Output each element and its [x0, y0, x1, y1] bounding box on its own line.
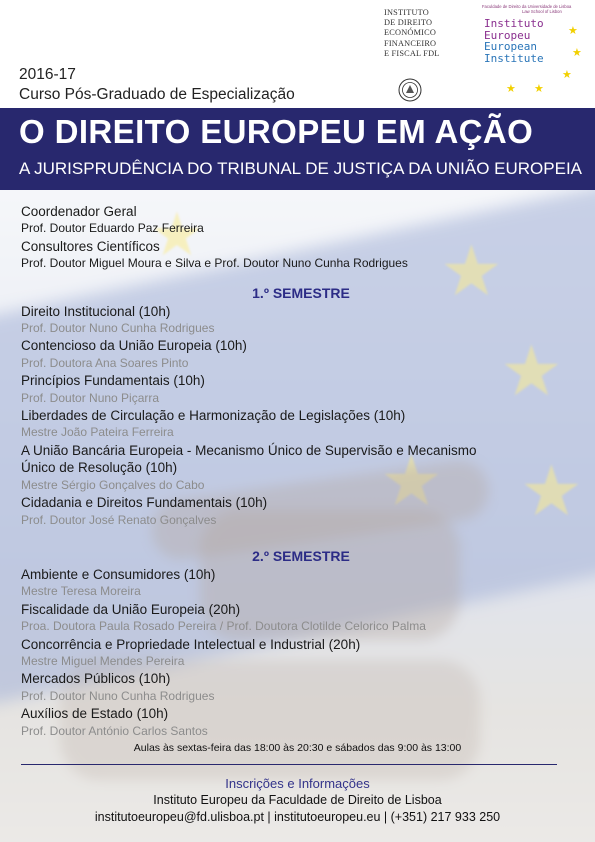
course-teacher: Prof. Doutor Nuno Piçarra	[21, 390, 160, 405]
course-name: A União Bancária Europeia - Mecanismo Único de Supervisão e Mecanismo	[21, 442, 477, 458]
consultants-names: Prof. Doutor Miguel Moura e Silva e Prof. Doutor Nuno Cunha Rodrigues	[21, 256, 408, 271]
program-content	[21, 203, 581, 740]
idef-logo-line: ECONÓMICO	[384, 28, 437, 38]
idef-logo	[384, 8, 464, 59]
course-name: Auxílios de Estado (10h)	[21, 706, 169, 722]
course-teacher: Mestre Sérgio Gonçalves do Cabo	[21, 477, 205, 492]
course-name: Contencioso da União Europeia (10h)	[21, 338, 247, 354]
idef-logo-line: FINANCEIRO	[384, 38, 437, 48]
idef-logo-line: E FISCAL FDL	[384, 48, 440, 58]
idef-logo-line: INSTITUTO	[384, 8, 429, 17]
star-icon: ★	[572, 47, 582, 59]
contact-info: institutoeuropeu@fd.ulisboa.pt | institutoeuropeu.eu | (+351) 217 933 250	[94, 810, 501, 824]
iee-logo-line: Europeu	[484, 28, 531, 42]
page-subtitle: A JURISPRUDÊNCIA DO TRIBUNAL DE JUSTIÇA DA UNIÃO EUROPEIA	[19, 159, 583, 178]
course-teacher: Mestre Teresa Moreira	[21, 584, 141, 599]
course-type: Curso Pós-Graduado de Especialização	[19, 86, 295, 103]
registration-heading: Inscrições e Informações	[225, 776, 370, 791]
seal-icon	[398, 78, 422, 102]
course-teacher: Mestre João Pateira Ferreira	[21, 425, 174, 440]
course-name: Princípios Fundamentais (10h)	[21, 373, 205, 389]
iee-logo-faculty: Faculdade de Direito da Universidade de Lisboa	[482, 4, 572, 9]
consultants-label: Consultores Científicos	[21, 238, 160, 254]
course-teacher: Prof. Doutor Nuno Cunha Rodrigues	[21, 321, 215, 336]
coordinator-name: Prof. Doutor Eduardo Paz Ferreira	[21, 221, 204, 236]
course-teacher: Proa. Doutora Paula Rosado Pereira / Prof. Doutora Clotilde Celorico Palma	[21, 619, 426, 634]
course-teacher: Prof. Doutor Nuno Cunha Rodrigues	[21, 688, 215, 703]
course-teacher: Prof. Doutor António Carlos Santos	[21, 723, 208, 738]
semester-1-heading: 1.º SEMESTRE	[252, 284, 350, 301]
course-name: Direito Institucional (10h)	[21, 303, 171, 319]
course-name: Cidadania e Direitos Fundamentais (10h)	[21, 495, 268, 511]
course-name: Fiscalidade da União Europeia (20h)	[21, 601, 241, 617]
course-name-continued: Único de Resolução (10h)	[21, 460, 178, 476]
course-teacher: Prof. Doutora Ana Soares Pinto	[21, 355, 189, 370]
idef-logo-line: DE DIREITO	[384, 18, 433, 28]
course-name: Concorrência e Propriedade Intelectual e Industrial (20h)	[21, 636, 361, 652]
iee-logo-line: Instituto	[484, 17, 544, 30]
page-title: O DIREITO EUROPEU EM AÇÃO	[19, 113, 534, 150]
course-name: Mercados Públicos (10h)	[21, 671, 171, 687]
course-teacher: Prof. Doutor José Renato Gonçalves	[21, 512, 217, 527]
header	[0, 0, 595, 108]
coordinator-label: Coordenador Geral	[21, 204, 137, 219]
instituto-europeu-logo	[478, 4, 590, 104]
course-teacher: Mestre Miguel Mendes Pereira	[21, 653, 185, 668]
star-icon: ★	[568, 25, 578, 37]
class-schedule: Aulas às sextas-feira das 18:00 às 20:30 e sábados das 9:00 às 13:00	[133, 742, 462, 754]
star-icon: ★	[534, 83, 544, 95]
academic-year: 2016-17	[19, 66, 76, 83]
iee-logo-line: Institute	[484, 51, 544, 65]
iee-logo-school: Law School of Lisbon	[522, 9, 562, 14]
semester-2-heading: 2.º SEMESTRE	[252, 547, 350, 564]
divider	[21, 764, 557, 765]
institute-name: Instituto Europeu da Faculdade de Direito de Lisboa	[153, 793, 442, 807]
iee-logo-line: European	[484, 40, 537, 53]
course-name: Ambiente e Consumidores (10h)	[21, 566, 216, 582]
star-icon: ★	[562, 69, 572, 81]
course-name: Liberdades de Circulação e Harmonização de Legislações (10h)	[21, 408, 406, 424]
star-icon: ★	[506, 83, 516, 95]
